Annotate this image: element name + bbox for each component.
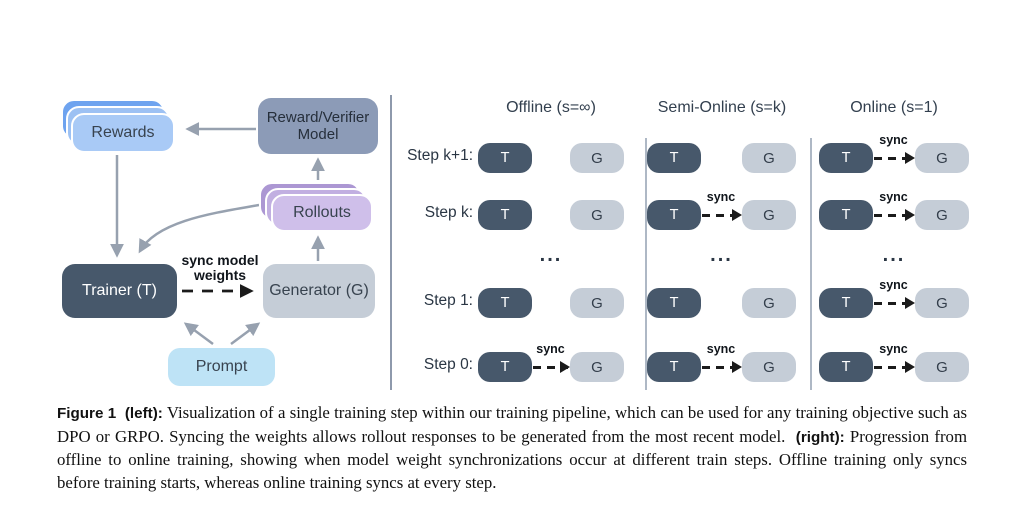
caption-right-text: Progression from offline to online training, showing when model weight synchronizations occur at different train steps. Offline training only syncs before training starts, whereas online training syncs at every step. (57, 426, 967, 492)
training-pipeline-diagram (55, 85, 391, 397)
sync-label: sync (706, 342, 736, 356)
generator-box: G (915, 200, 969, 230)
step-label: Step k+1: (407, 147, 473, 164)
sync-label: sync (879, 342, 908, 356)
ellipsis-row: ... (882, 244, 906, 266)
column-divider-1 (645, 138, 647, 390)
trainer-box: T (478, 200, 532, 230)
sync-arrow (702, 366, 740, 369)
generator-box: G (915, 143, 969, 173)
figure-number: Figure 1 (57, 405, 117, 422)
reward-verifier-model-node (258, 98, 378, 154)
column-header-offline: Offline (s=∞) (506, 99, 596, 116)
generator-box: G (570, 352, 624, 382)
generator-box: G (570, 288, 624, 318)
trainer-label: Trainer (T) (82, 281, 157, 299)
trainer-node (62, 264, 177, 318)
generator-box: G (915, 288, 969, 318)
trainer-box: T (819, 143, 873, 173)
rewards-label: Rewards (91, 124, 155, 141)
ellipsis-row: ... (539, 244, 563, 266)
trainer-box: T (647, 288, 701, 318)
caption-left-text: Visualization of a single training step within our training pipeline, which can be used for any training objective such as DPO or GRPO. Syncing the weights allows rollout responses to be generated from the most recent model. (57, 403, 968, 446)
sync-label: sync (879, 190, 908, 204)
column-header-semi-online: Semi-Online (s=k) (657, 99, 787, 116)
sync-arrow (874, 366, 913, 369)
generator-box: G (742, 288, 796, 318)
sync-model-weights-label: sync model weights (181, 252, 259, 283)
sync-label: sync (879, 133, 908, 147)
arrow-prompt-to-trainer (186, 324, 213, 344)
sync-label: sync (536, 342, 565, 356)
generator-box: G (742, 352, 796, 382)
step-label: Step 1: (423, 292, 473, 309)
reward-verifier-model-label: Reward/Verifier Model (266, 108, 370, 143)
trainer-box: T (647, 143, 701, 173)
generator-node (263, 264, 375, 318)
generator-box: G (570, 200, 624, 230)
trainer-box: T (647, 352, 701, 382)
ellipsis-row: ... (710, 244, 733, 266)
figure-caption (57, 402, 967, 494)
sync-arrow (874, 302, 913, 305)
column-divider-2 (810, 138, 812, 390)
prompt-node (168, 348, 275, 386)
sync-arrow (702, 214, 740, 217)
trainer-box: T (647, 200, 701, 230)
rewards-node (71, 113, 175, 153)
trainer-box: T (478, 288, 532, 318)
rollouts-node (271, 194, 373, 232)
rollouts-label: Rollouts (293, 204, 351, 221)
trainer-box: T (819, 288, 873, 318)
rollouts-stack (259, 182, 383, 238)
step-label: Step k: (424, 204, 473, 221)
trainer-box: T (478, 352, 532, 382)
generator-box: G (742, 143, 796, 173)
sync-arrow (874, 157, 913, 160)
step-label: Step 0: (423, 356, 473, 373)
trainer-box: T (819, 352, 873, 382)
column-header-online: Online (s=1) (850, 99, 938, 116)
caption-left-tag: (left): (124, 405, 163, 422)
sync-label: sync (879, 278, 908, 292)
arrow-prompt-to-generator (231, 324, 258, 344)
trainer-box: T (478, 143, 532, 173)
caption-right-tag: (right): (795, 428, 845, 446)
generator-box: G (742, 200, 796, 230)
arrow-rollouts-to-trainer (140, 205, 259, 251)
rewards-stack (61, 99, 185, 157)
trainer-box: T (819, 200, 873, 230)
panel-divider (390, 95, 392, 390)
sync-label: sync (706, 190, 736, 204)
generator-box: G (915, 352, 969, 382)
sync-arrow (533, 366, 568, 369)
prompt-label: Prompt (195, 357, 248, 375)
sync-arrow (874, 214, 913, 217)
generator-label: Generator (G) (269, 281, 369, 299)
generator-box: G (570, 143, 624, 173)
